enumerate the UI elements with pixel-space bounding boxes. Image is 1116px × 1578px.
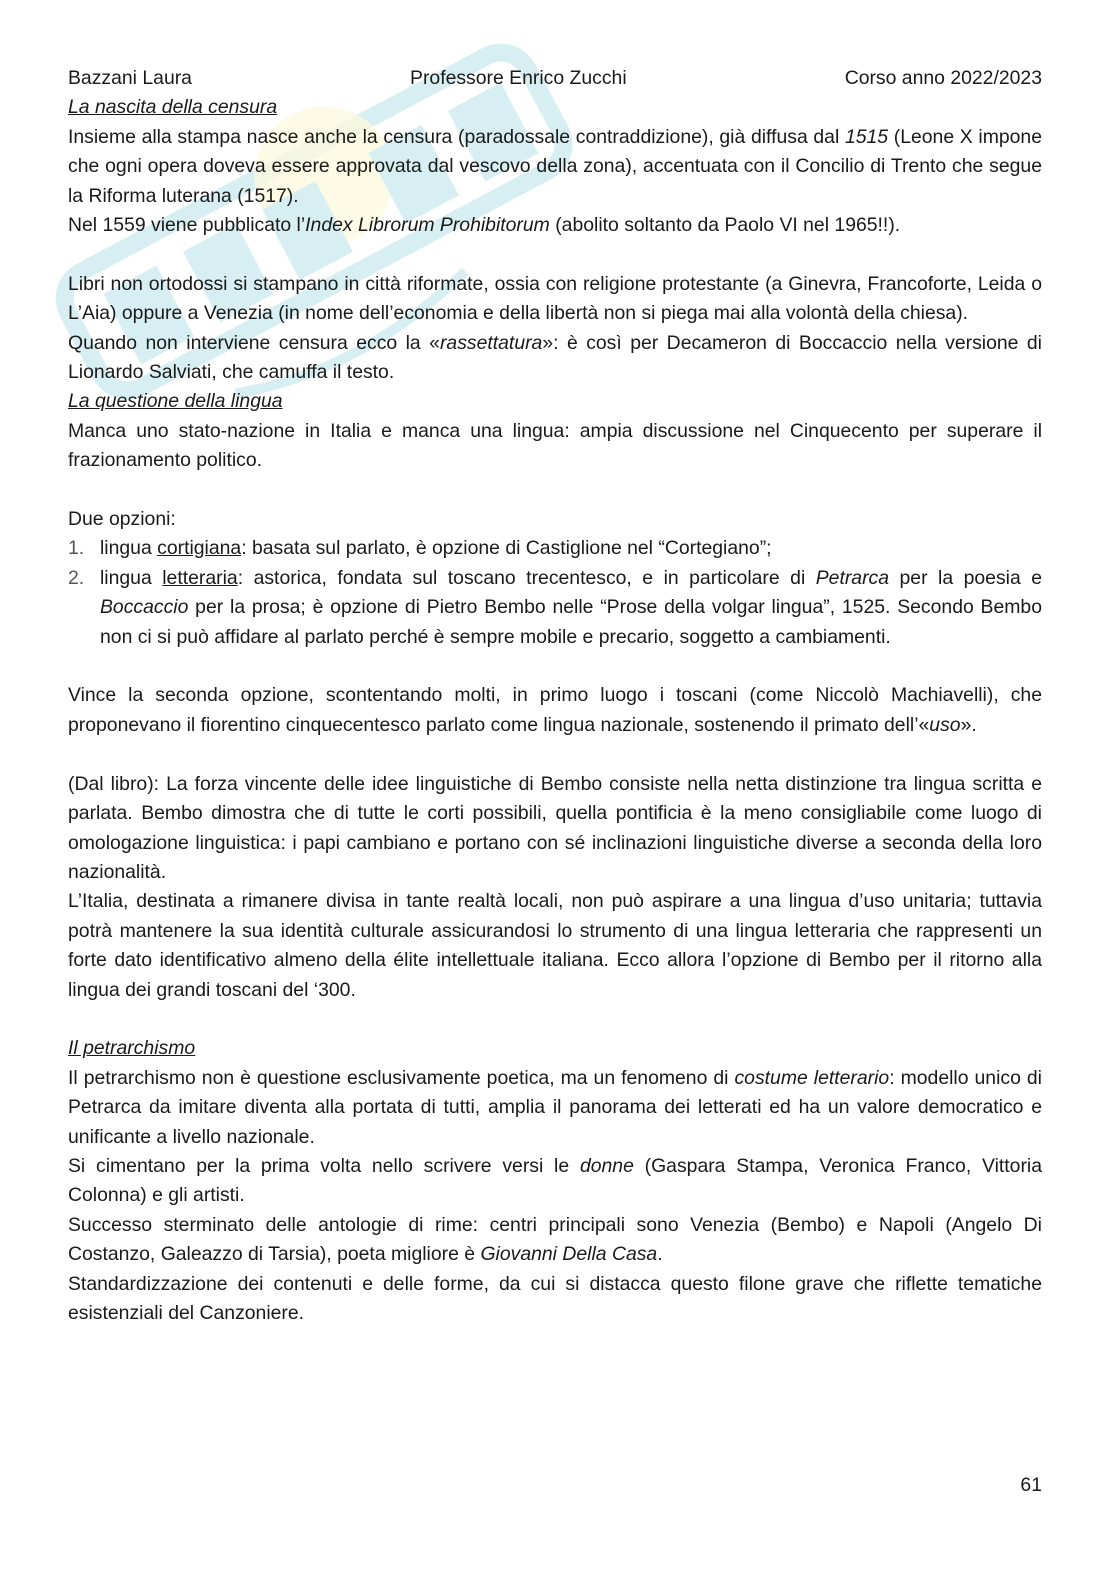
header-course: Corso anno 2022/2023 [844,67,1042,89]
paragraph: Insieme alla stampa nasce anche la censura (paradossale contraddizione), già diffusa dal 1515 (Leone X impone che ogni opera doveva essere approvata dal vescovo della zona), accentuata con il Concilio di Trento che segue la Riforma luterana (1517). [68,125,1042,207]
list-item: 1. lingua cortigiana: basata sul parlato, è opzione di Castiglione nel “Cortegiano”; [68,537,772,560]
paragraph: (Dal libro): La forza vincente delle idee linguistiche di Bembo consiste nella netta distinzione tra lingua scritta e parlata. Bembo dimostra che di tutte le corti possibili, quella pontificia è la meno consigliabile come luogo di omologazione linguistica: i papi cambiano e portano con sé inclinazioni linguistiche diverse a seconda della loro nazionalità. [68,772,1042,883]
paragraph: Vince la seconda opzione, scontentando molti, in primo luogo i toscani (come Niccolò Machiavelli), che proponevano il fiorentino cinquecentesco parlato come lingua nazionale, sostenendo il primato dell’«uso». [68,684,1042,736]
options-intro: Due opzioni: [68,508,176,531]
options-list [68,534,1042,652]
paragraph: Libri non ortodossi si stampano in città riformate, ossia con religione protestante (a Ginevra, Francoforte, Leida o L’Aia) oppure a Venezia (in nome dell’economia e della libertà non si piega mai alla volontà della chiesa). [68,272,1042,325]
paragraph: Standardizzazione dei contenuti e delle forme, da cui si distacca questo filone grave che riflette tematiche esistenziali del Canzoniere. [68,1272,1042,1324]
section-heading-censura: La nascita della censura [68,96,278,119]
document-page [68,64,1042,1328]
section-heading-lingua: La questione della lingua [68,390,283,413]
header-professor: Professore Enrico Zucchi [410,67,627,89]
page-number: 61 [1020,1474,1042,1496]
paragraph: L’Italia, destinata a rimanere divisa in tante realtà locali, non può aspirare a una lingua d’uso unitaria; tuttavia potrà mantenere la sua identità culturale assicurandosi lo strumento di una lingua letteraria che rappresenti un forte dato identificativo almeno della élite intellettuale italiana. Ecco allora l’opzione di Bembo per il ritorno alla lingua dei grandi toscani del ‘300. [68,890,1042,1001]
paragraph: Successo sterminato delle antologie di rime: centri principali sono Venezia (Bembo) e Napoli (Angelo Di Costanzo, Galeazzo di Tarsia), poeta migliore è Giovanni Della Casa. [68,1213,1042,1266]
paragraph: Quando non interviene censura ecco la «rassettatura»: è così per Decameron di Boccaccio nella versione di Lionardo Salviati, che camuffa il testo. [68,331,1042,384]
section-heading-petrarchismo: Il petrarchismo [68,1037,196,1060]
paragraph: Il petrarchismo non è questione esclusivamente poetica, ma un fenomeno di costume letterario: modello unico di Petrarca da imitare diventa alla portata di tutti, amplia il panorama dei letterati ed ha un valore democratico e unificante a livello nazionale. [68,1066,1042,1148]
paragraph: Nel 1559 viene pubblicato l’Index Librorum Prohibitorum (abolito soltanto da Paolo VI nel 1965!!). [68,214,901,237]
page-header [68,64,1042,93]
paragraph: Si cimentano per la prima volta nello scrivere versi le donne (Gaspara Stampa, Veronica Franco, Vittoria Colonna) e gli artisti. [68,1154,1042,1207]
list-item: 2. lingua letteraria: astorica, fondata sul toscano trecentesco, e in particolare di Petrarca per la poesia e Boccaccio per la prosa; è opzione di Pietro Bembo nelle “Prose della volgar lingua”, 1525. Secondo Bembo non ci si può affidare al parlato perché è sempre mobile e precario, soggetto a cambiamenti. [68,566,1043,648]
header-author: Bazzani Laura [68,67,192,89]
paragraph: Manca uno stato-nazione in Italia e manca una lingua: ampia discussione nel Cinquecento per superare il frazionamento politico. [68,419,1042,472]
